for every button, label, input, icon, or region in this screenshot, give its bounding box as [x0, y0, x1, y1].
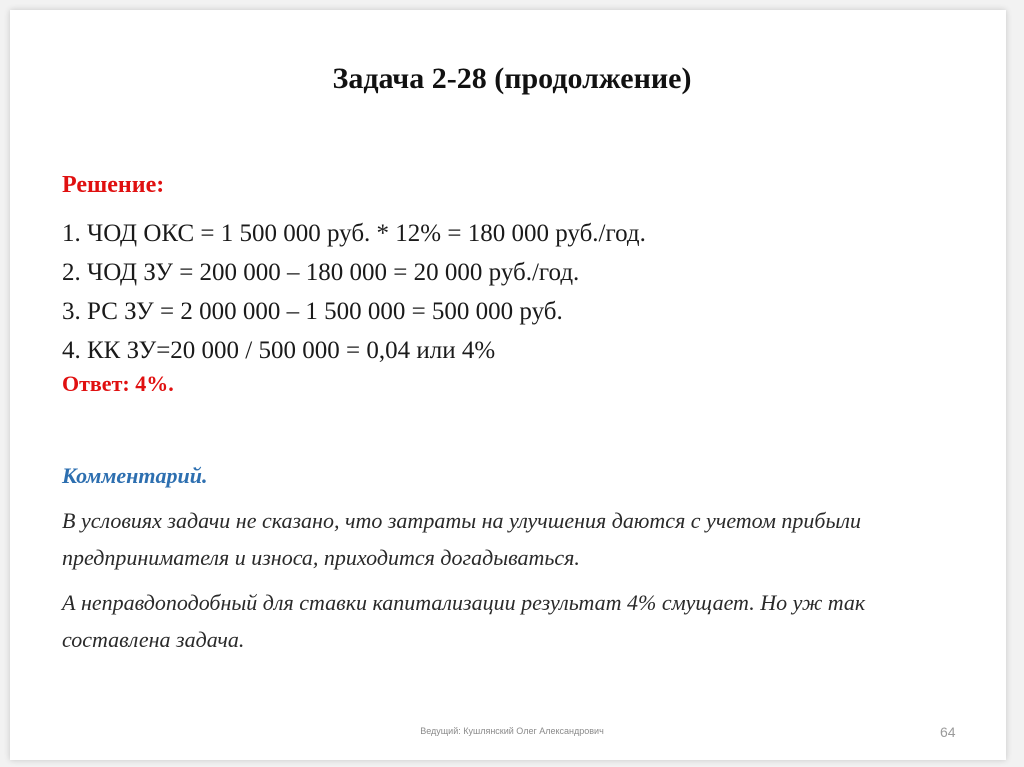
comment-paragraph: В условиях задачи не сказано, что затраты на улучшения даются с учетом прибыли предпринимателя и износа, приходится догадываться. [62, 508, 861, 570]
solution-heading: Решение: [62, 172, 165, 198]
comment-paragraph: А неправдоподобный для ставки капитализации результат 4% смущает. Но уж так составлена задача. [62, 590, 866, 652]
solution-step: 3. РС ЗУ = 2 000 000 – 1 500 000 = 500 000 руб. [62, 298, 563, 325]
solution-steps [62, 214, 646, 370]
answer-text: Ответ: 4%. [62, 371, 174, 396]
page-number: 64 [940, 724, 956, 740]
solution-step: 1. ЧОД ОКС = 1 500 000 руб. * 12% = 180 000 руб./год. [62, 220, 646, 247]
slide-title: Задача 2-28 (продолжение) [332, 62, 692, 95]
solution-step: 4. КК ЗУ=20 000 / 500 000 = 0,04 или 4% [62, 337, 496, 364]
solution-step: 2. ЧОД ЗУ = 200 000 – 180 000 = 20 000 руб./год. [62, 259, 580, 286]
slide-footer: Ведущий: Кушлянский Олег Александрович [420, 726, 604, 736]
comment-heading: Комментарий. [62, 463, 208, 488]
